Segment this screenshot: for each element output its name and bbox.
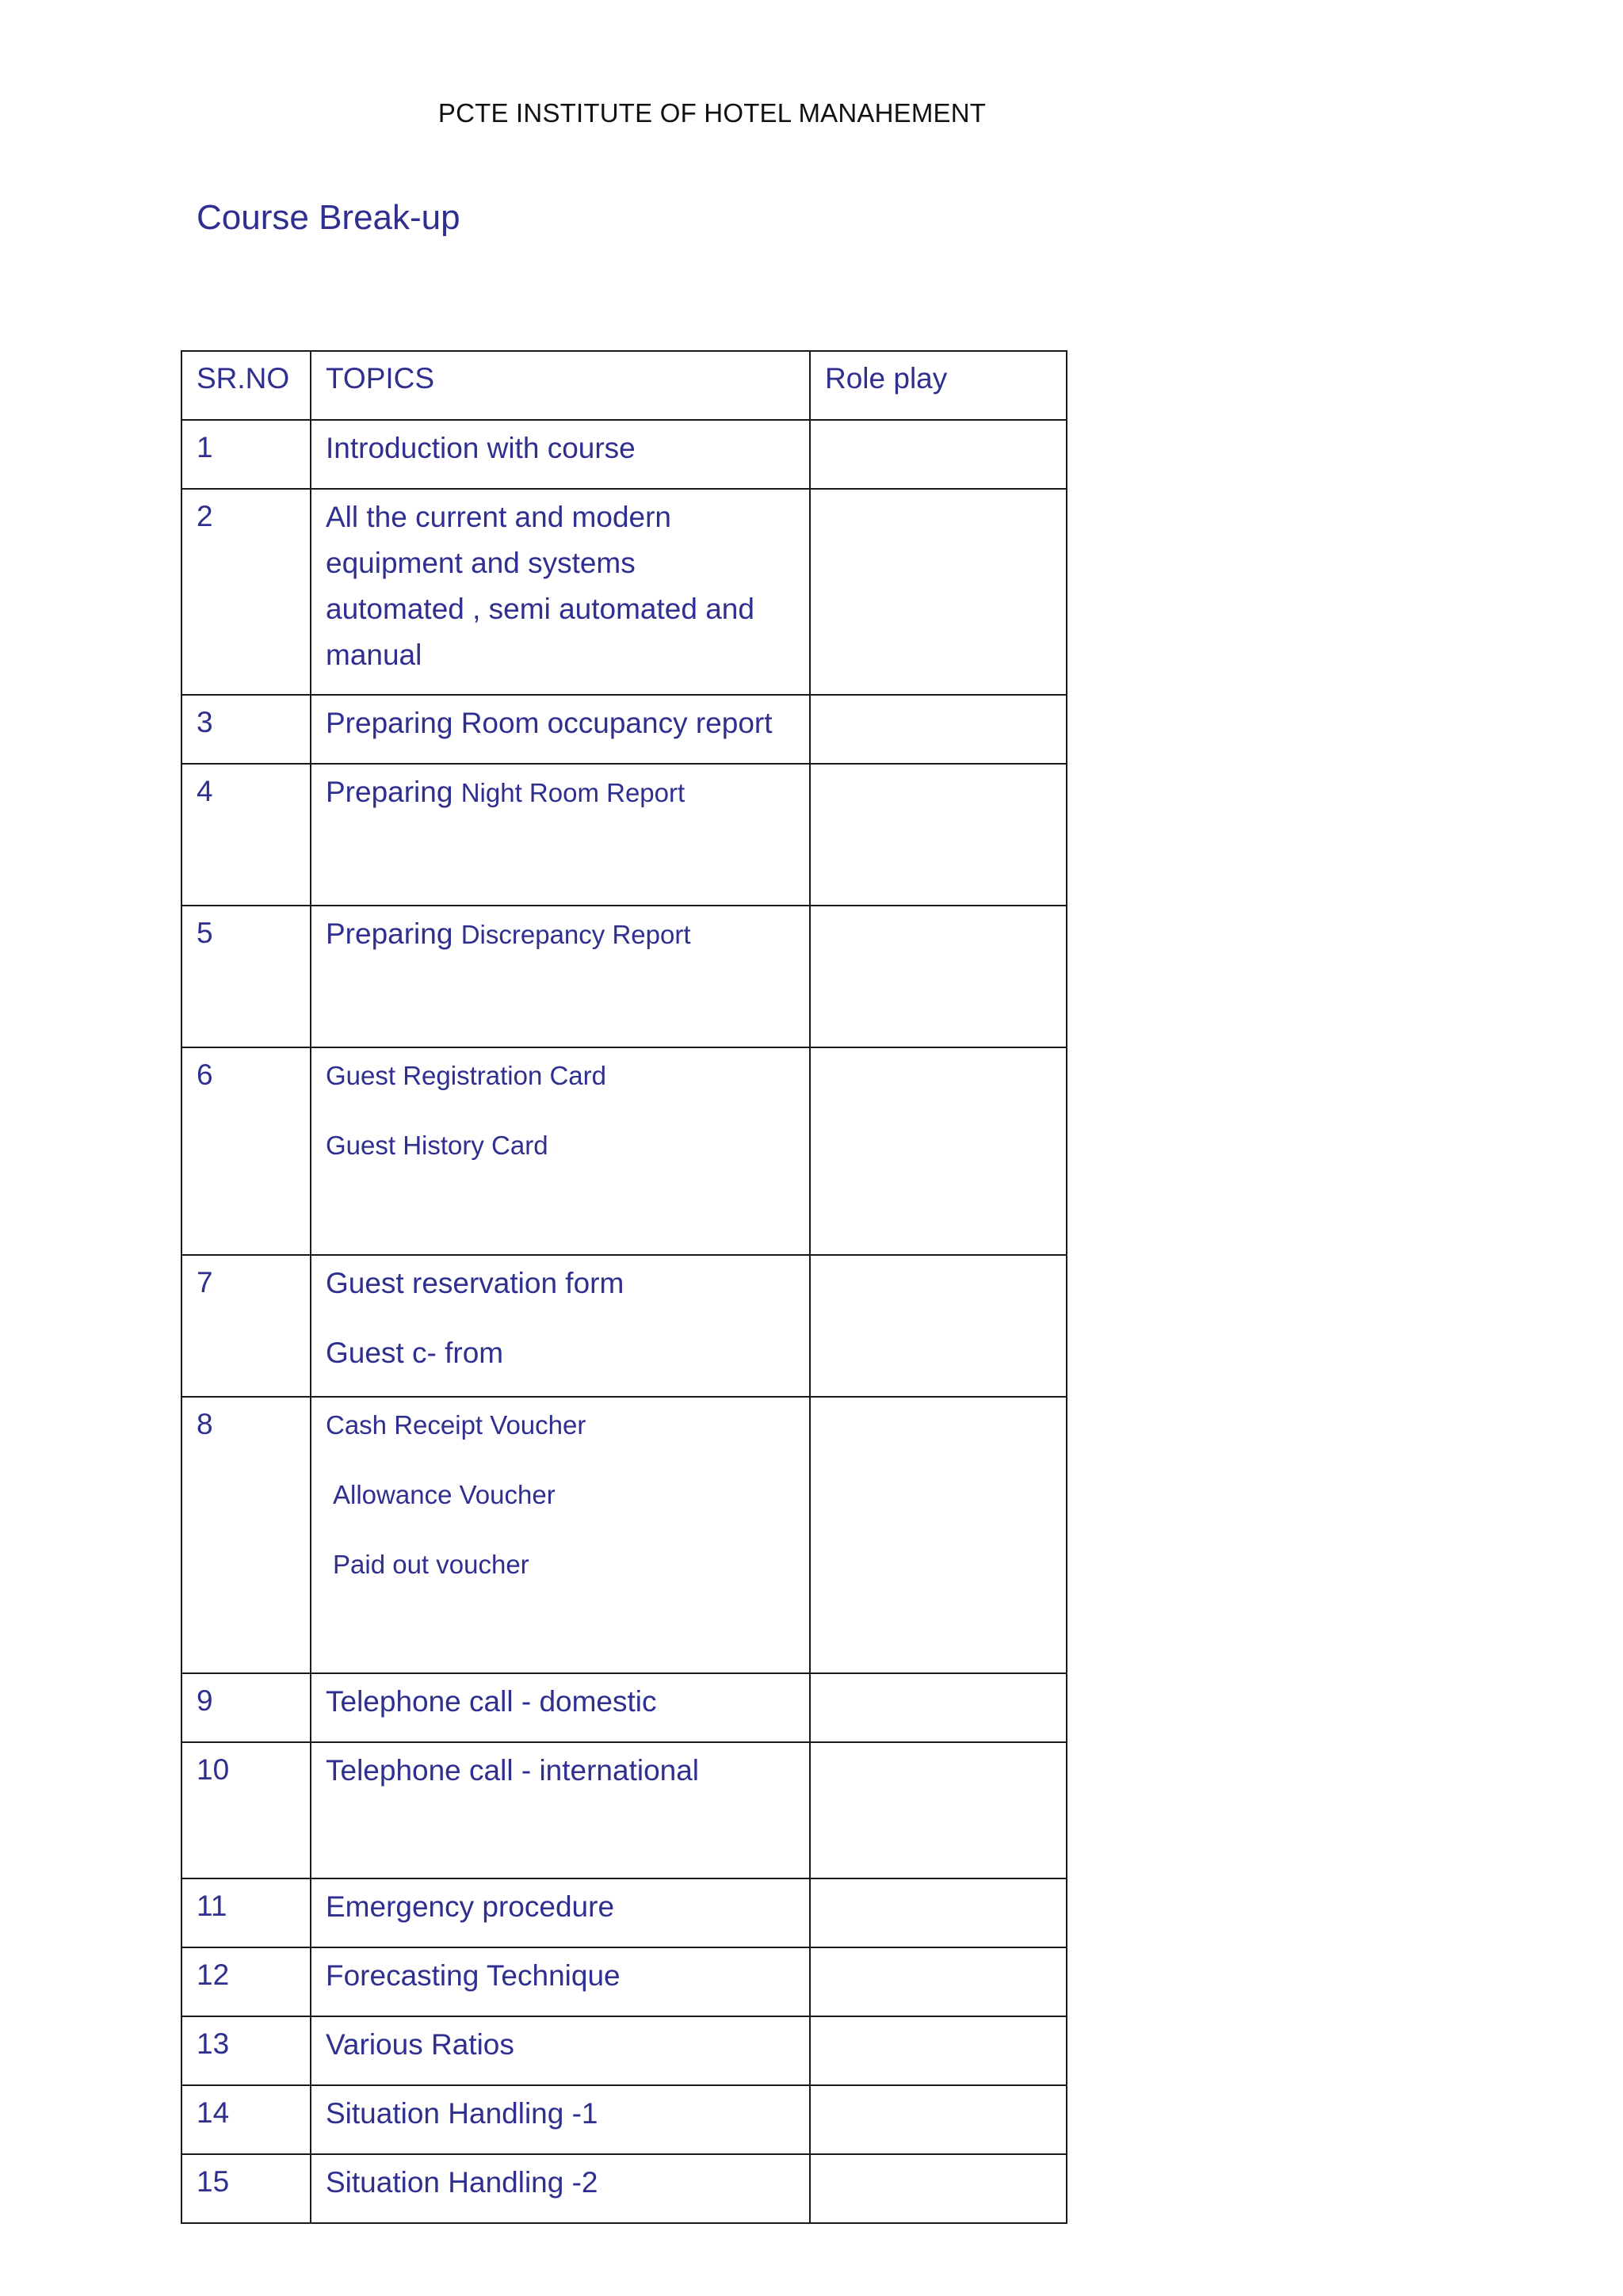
sr-cell: 10 [181,1742,311,1878]
table-row [181,1397,1067,1673]
topic-cell: Telephone call - international [311,1742,810,1878]
topic-cell: Cash Receipt Voucher Allowance Voucher Paid out voucher [311,1397,810,1673]
topic-cell: Situation Handling -2 [311,2154,810,2223]
role-play-cell [810,1673,1067,1742]
table-row [181,695,1067,764]
sr-cell: 2 [181,489,311,695]
topic-cell: Guest Registration Card Guest History Card [311,1047,810,1255]
table-row [181,2016,1067,2085]
topic-cell: Various Ratios [311,2016,810,2085]
table-row [181,1947,1067,2016]
sr-cell: 13 [181,2016,311,2085]
page-title: Course Break-up [197,198,460,237]
role-play-cell [810,2016,1067,2085]
topic-suffix: Night Room Report [460,778,685,807]
topic-prefix: Preparing [326,776,461,808]
sr-cell: 11 [181,1878,311,1947]
table-row [181,1878,1067,1947]
topic-suffix: Discrepancy Report [460,920,691,949]
role-play-cell [810,420,1067,489]
sr-cell: 5 [181,906,311,1047]
topic-cell: All the current and modern equipment and systems automated , semi automated and manual [311,489,810,695]
table-row [181,1673,1067,1742]
role-play-cell [810,1047,1067,1255]
role-play-cell [810,1397,1067,1673]
role-play-cell [810,1255,1067,1397]
topic-cell: Forecasting Technique [311,1947,810,2016]
topic-cell: Introduction with course [311,420,810,489]
header-sr-no: SR.NO [181,351,311,420]
sr-cell: 8 [181,1397,311,1673]
topic-cell [311,764,810,906]
role-play-cell [810,1947,1067,2016]
role-play-cell [810,1878,1067,1947]
sr-cell: 4 [181,764,311,906]
header-role-play: Role play [810,351,1067,420]
table-row [181,1047,1067,1255]
topic-cell [311,906,810,1047]
role-play-cell [810,906,1067,1047]
institute-header: PCTE INSTITUTE OF HOTEL MANAHEMENT [437,98,987,128]
role-play-cell [810,489,1067,695]
sr-cell: 12 [181,1947,311,2016]
topic-cell: Emergency procedure [311,1878,810,1947]
table-row [181,906,1067,1047]
course-table [181,350,1067,2224]
topic-cell: Guest reservation form Guest c- from [311,1255,810,1397]
topic-cell: Telephone call - domestic [311,1673,810,1742]
topic-prefix: Preparing [326,917,461,950]
topic-cell: Situation Handling -1 [311,2085,810,2154]
sr-cell: 1 [181,420,311,489]
header-topics: TOPICS [311,351,810,420]
table-row [181,2154,1067,2223]
table-header-row [181,351,1067,420]
sr-cell: 7 [181,1255,311,1397]
role-play-cell [810,1742,1067,1878]
role-play-cell [810,2154,1067,2223]
table-row [181,2085,1067,2154]
table-row [181,764,1067,906]
sr-cell: 15 [181,2154,311,2223]
sr-cell: 14 [181,2085,311,2154]
table-row [181,1742,1067,1878]
table-row [181,420,1067,489]
sr-cell: 3 [181,695,311,764]
table-row [181,1255,1067,1397]
table-row [181,489,1067,695]
sr-cell: 6 [181,1047,311,1255]
topic-cell: Preparing Room occupancy report [311,695,810,764]
role-play-cell [810,695,1067,764]
sr-cell: 9 [181,1673,311,1742]
role-play-cell [810,2085,1067,2154]
role-play-cell [810,764,1067,906]
